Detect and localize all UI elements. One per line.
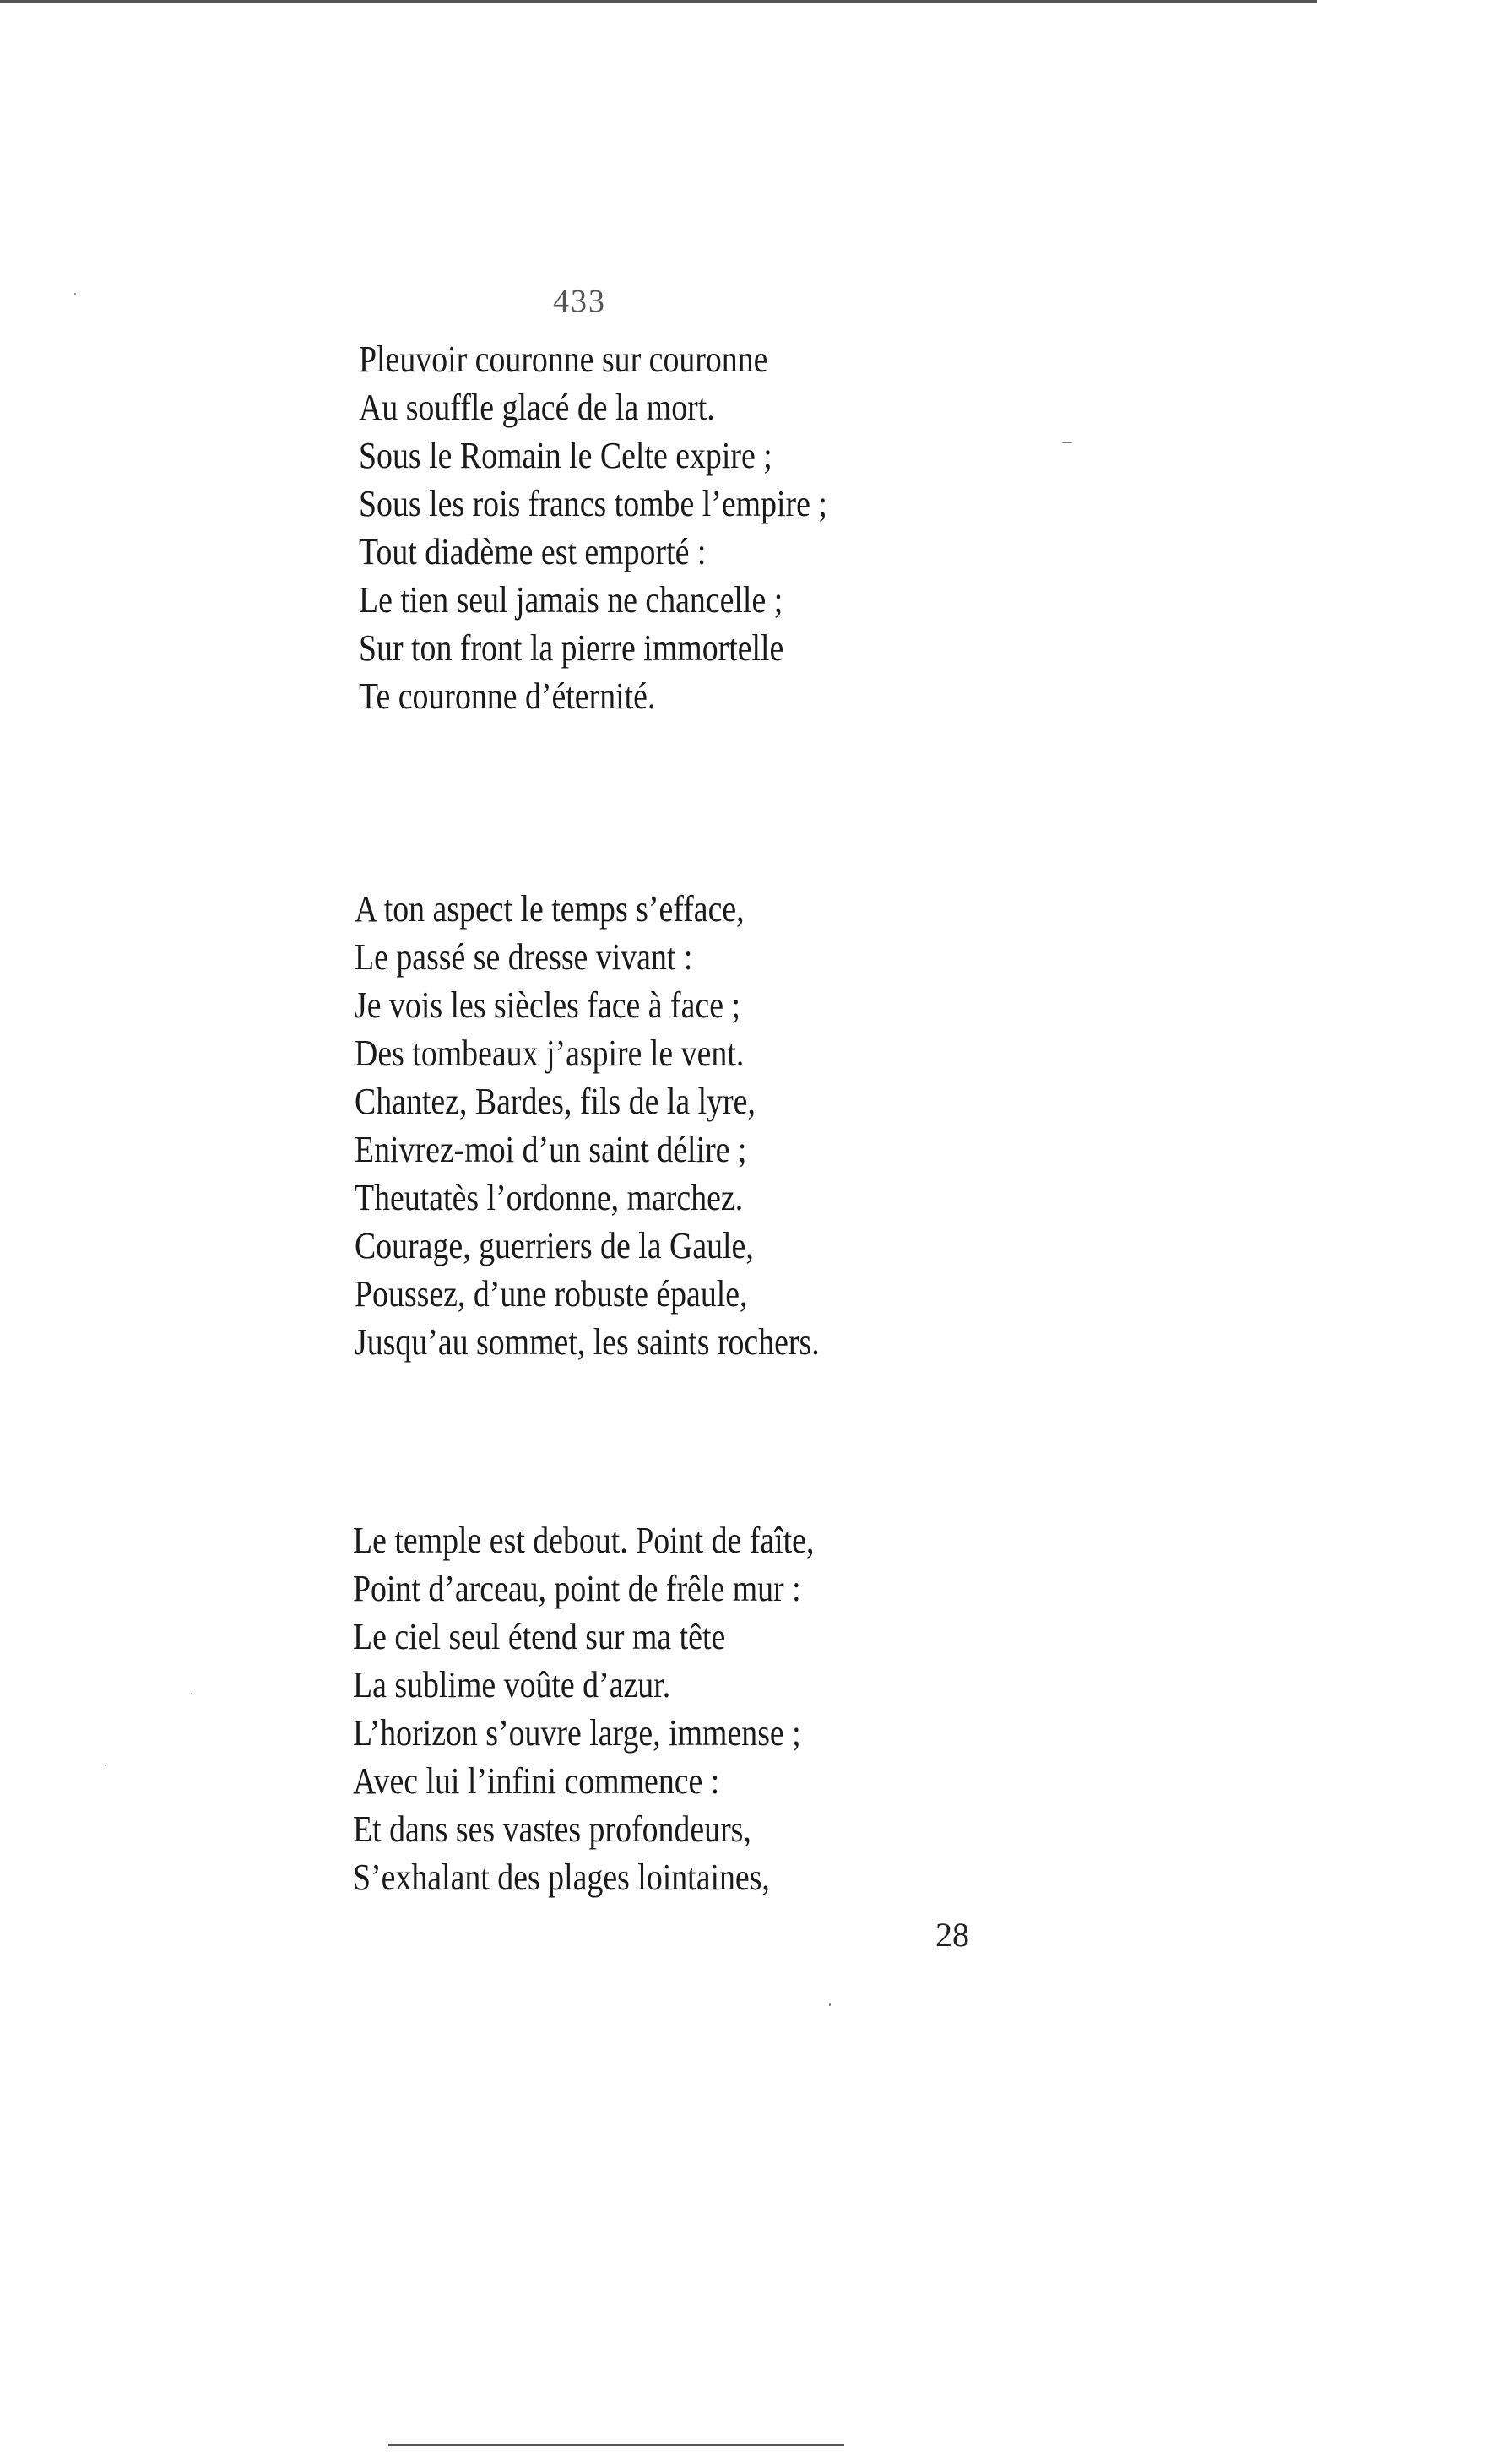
verse-line: Point d’arceau, point de frêle mur : [353, 1568, 801, 1609]
verse-line: A ton aspect le temps s’efface, [355, 888, 745, 930]
verse-line: Jusqu’au sommet, les saints rochers. [355, 1321, 820, 1363]
verse-line: Avec lui l’infini commence : [353, 1760, 720, 1802]
signature-mark: 28 [935, 1916, 969, 1954]
verse-line: Pleuvoir couronne sur couronne [359, 339, 768, 380]
verse-line: Theutatès l’ordonne, marchez. [355, 1177, 744, 1218]
verse-line: Tout diadème est emporté : [359, 531, 707, 572]
verse-line: Courage, guerriers de la Gaule, [355, 1225, 754, 1266]
verse-line: Le temple est debout. Point de faîte, [353, 1520, 815, 1561]
print-speck [1062, 442, 1072, 443]
stanza-1 [359, 335, 903, 720]
stanza-2 [355, 885, 895, 1366]
verse-line: Le tien seul jamais ne chancelle ; [359, 579, 783, 621]
page-number: 433 [553, 284, 606, 319]
verse-line: Le passé se dresse vivant : [355, 936, 693, 978]
print-speck [74, 293, 76, 295]
stanza-3 [353, 1516, 889, 1901]
top-edge-rule [0, 0, 1317, 3]
print-speck [829, 2003, 831, 2006]
verse-line: Te couronne d’éternité. [359, 675, 656, 717]
verse-line: L’horizon s’ouvre large, immense ; [353, 1712, 801, 1754]
verse-line: La sublime voûte d’azur. [353, 1664, 671, 1705]
print-speck [105, 1765, 106, 1766]
print-speck [191, 1693, 192, 1694]
bottom-edge-rule [388, 2444, 844, 2446]
verse-line: Sous le Romain le Celte expire ; [359, 435, 772, 476]
verse-line: Sous les rois francs tombe l’empire ; [359, 483, 827, 524]
verse-line: Des tombeaux j’aspire le vent. [355, 1033, 745, 1074]
verse-line: S’exhalant des plages lointaines, [353, 1857, 770, 1898]
verse-line: Au souffle glacé de la mort. [359, 387, 715, 428]
verse-line: Sur ton front la pierre immortelle [359, 627, 784, 669]
verse-line: Le ciel seul étend sur ma tête [353, 1616, 726, 1657]
verse-line: Chantez, Bardes, fils de la lyre, [355, 1081, 756, 1122]
verse-line: Et dans ses vastes profondeurs, [353, 1808, 751, 1850]
verse-line: Poussez, d’une robuste épaule, [355, 1273, 748, 1315]
verse-line: Enivrez-moi d’un saint délire ; [355, 1129, 747, 1170]
verse-line: Je vois les siècles face à face ; [355, 984, 741, 1026]
